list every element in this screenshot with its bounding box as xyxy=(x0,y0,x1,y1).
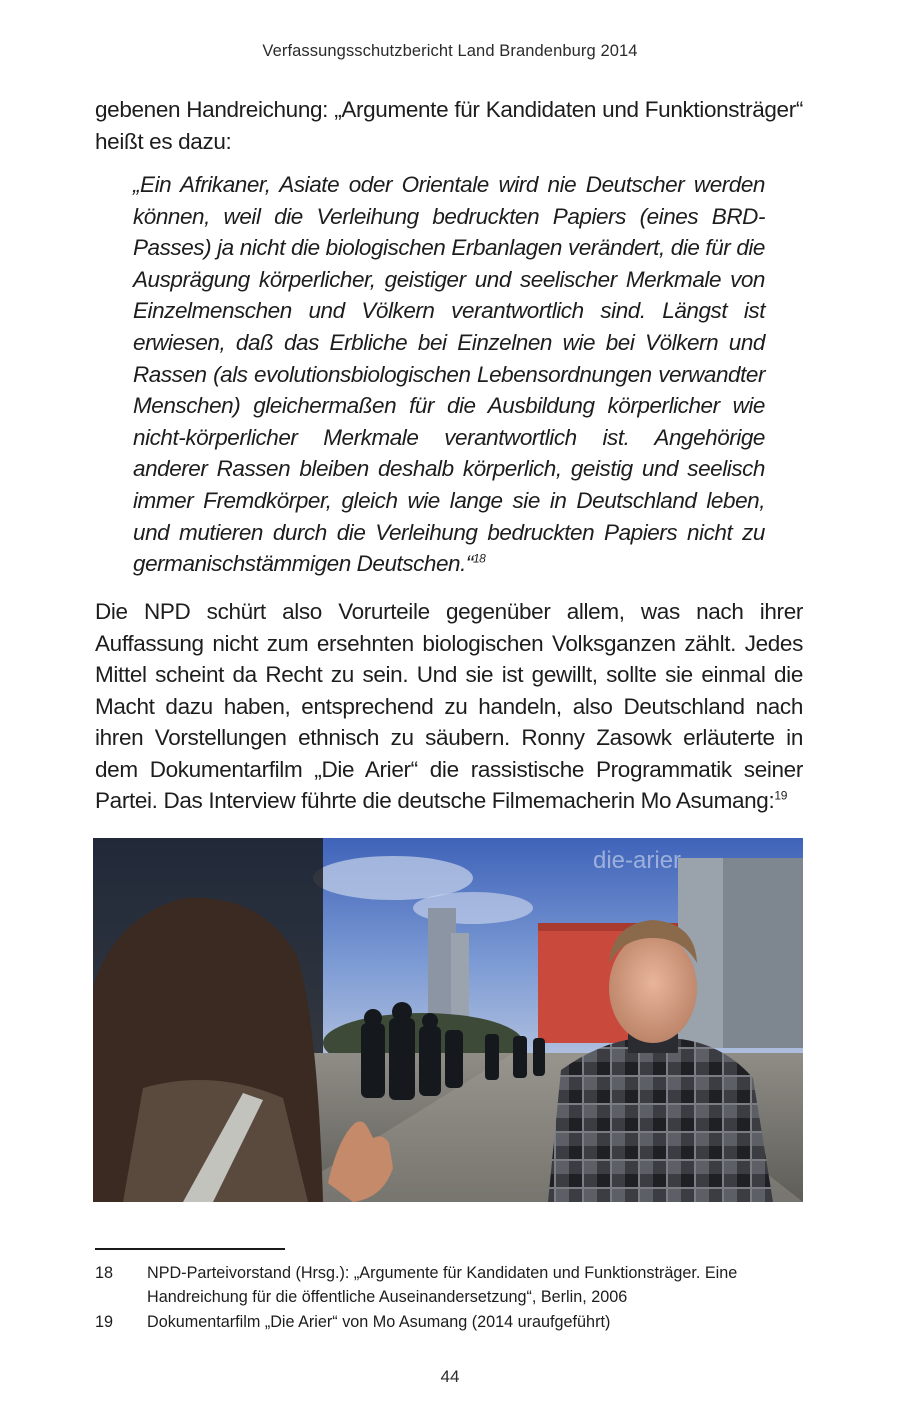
block-quote xyxy=(133,169,765,580)
running-header: Verfassungsschutzbericht Land Brandenburg 2014 xyxy=(262,42,638,60)
main-paragraph xyxy=(95,596,803,817)
footnote-ref-18: 18 xyxy=(472,551,486,566)
quote-text: „Ein Afrikaner, Asiate oder Orientale wird nie Deutscher werden können, weil die Verleihung bedruckten Papiers (eines BRD-Passes) ja nicht die biologischen Erbanlagen verändert, die für die Ausprägung körperlicher, geistiger und seelischer Merkmale von Einzelmenschen und Völkern verantwortlich sind. Längst ist erwiesen, daß das Erbliche bei Einzelnen wie bei Völkern und Rassen (als evolutionsbiologischen Lebensordnungen verwandter Menschen) gleichermaßen für die Ausbildung körperlicher wie nicht-körperlicher Merkmale verantwortlich ist. Angehörige anderer Rassen bleiben deshalb körperlich, geistig und seelisch immer Fremdkörper, gleich wie lange sie in Deutschland leben, und mutieren durch die Verleihung bedruckten Papiers nicht zu germanischstämmigen Deutschen.“ xyxy=(133,172,765,577)
footnote-text: NPD-Parteivorstand (Hrsg.): „Argumente für Kandidaten und Funktionsträger. Eine Handreichung für die öffentliche Auseinandersetzung“, Berlin, 2006 xyxy=(147,1264,738,1306)
intro-paragraph: gebenen Handreichung: „Argumente für Kandidaten und Funktionsträger“ heißt es dazu: xyxy=(95,97,803,154)
footnote-number: 18 xyxy=(95,1264,114,1282)
footnote-divider xyxy=(95,1248,285,1250)
footnote-18 xyxy=(95,1261,805,1309)
photo-watermark: die-arier xyxy=(593,847,682,874)
page-number: 44 xyxy=(440,1367,460,1386)
footnote-number: 19 xyxy=(95,1313,114,1331)
photo-illustration xyxy=(93,838,803,1202)
footnotes xyxy=(95,1261,805,1335)
footnote-19 xyxy=(95,1310,805,1334)
footnote-ref-19: 19 xyxy=(774,788,788,803)
main-paragraph-text: Die NPD schürt also Vorurteile gegenüber allem, was nach ihrer Auffassung nicht zum ersehnten biologischen Volksganzen zählt. Jedes Mittel scheint da Recht zu sein. Und sie ist gewillt, sollte sie einmal die Macht dazu haben, entsprechend zu handeln, also Deutschland nach ihren Vorstellungen ethnisch zu säubern. Ronny Zasowk erläuterte in dem Dokumentarfilm „Die Arier“ die rassistische Programmatik seiner Partei. Das Interview führte die deutsche Filmemacherin Mo Asumang: xyxy=(95,599,803,813)
footnote-text: Dokumentarfilm „Die Arier“ von Mo Asumang (2014 uraufgeführt) xyxy=(147,1313,611,1331)
documentary-still-photo xyxy=(93,838,803,1202)
